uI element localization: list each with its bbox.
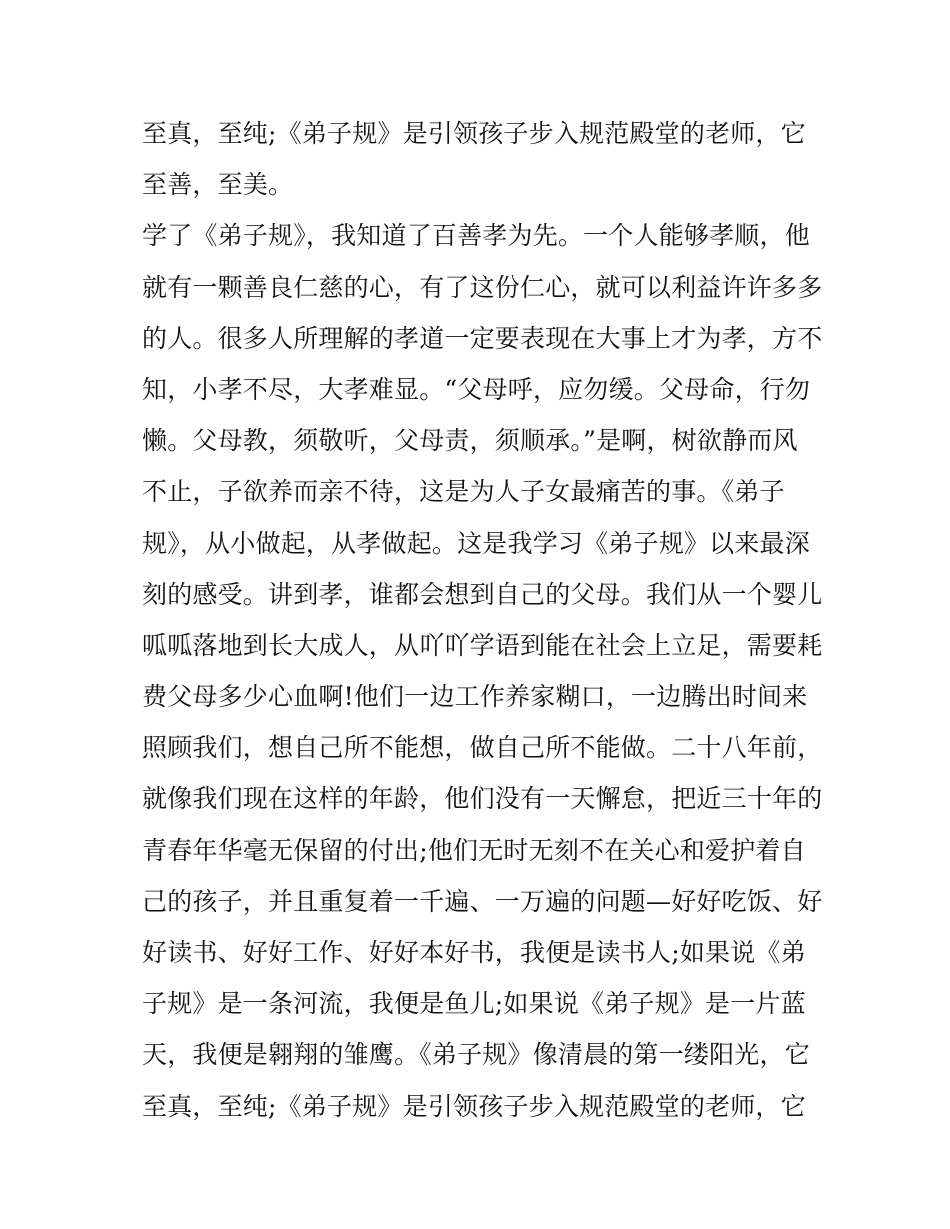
body-text (142, 108, 822, 1132)
text-line: 不止，子欲养而亲不待，这是为人子女最痛苦的事。《弟子 (142, 477, 785, 507)
text-line: 好读书、好好工作、好好本好书，我便是读书人;如果说《弟 (142, 938, 806, 967)
text-line: 天，我便是翱翔的雏鹰。《弟子规》像清晨的第一缕阳光，它 (142, 1040, 810, 1070)
text-line: 规》，从小做起，从孝做起。这是我学习《弟子规》以来最深 (142, 528, 810, 558)
text-line: 费父母多少心血啊!他们一边工作养家糊口，一边腾出时间来 (142, 682, 808, 712)
text-line: 子规》是一条河流，我便是鱼儿;如果说《弟子规》是一片蓝 (142, 989, 806, 1019)
text-line: 照顾我们，想自己所不能想，做自己所不能做。二十八年前， (142, 733, 823, 763)
text-line: 至真，至纯;《弟子规》是引领孩子步入规范殿堂的老师，它 (142, 1091, 806, 1121)
text-line: 至善，至美。 (142, 170, 294, 200)
text-line: 学了《弟子规》，我知道了百善孝为先。一个人能够孝顺，他 (142, 221, 810, 251)
text-line: 刻的感受。讲到孝，谁都会想到自己的父母。我们从一个婴儿 (142, 579, 823, 609)
text-line: 的人。很多人所理解的孝道一定要表现在大事上才为孝，方不 (142, 323, 823, 353)
text-line: 就像我们现在这样的年龄，他们没有一天懈怠，把近三十年的 (142, 784, 823, 814)
text-line: 至真，至纯;《弟子规》是引领孩子步入规范殿堂的老师，它 (142, 119, 806, 148)
text-line: 青春年华毫无保留的付出;他们无时无刻不在关心和爱护着自 (142, 835, 806, 865)
text-line: 己的孩子，并且重复着一千遍、一万遍的问题—好好吃饭、好 (142, 886, 823, 916)
text-line: 知，小孝不尽，大孝难显。“父母呼，应勿缓。父母命，行勿 (142, 374, 811, 404)
text-line: 就有一颗善良仁慈的心，有了这份仁心，就可以利益许许多多 (142, 272, 823, 302)
text-line: 呱呱落地到长大成人，从吖吖学语到能在社会上立足，需要耗 (142, 630, 823, 660)
text-line: 懒。父母教，须敬听，父母责，须顺承。”是啊，树欲静而风 (142, 426, 798, 456)
